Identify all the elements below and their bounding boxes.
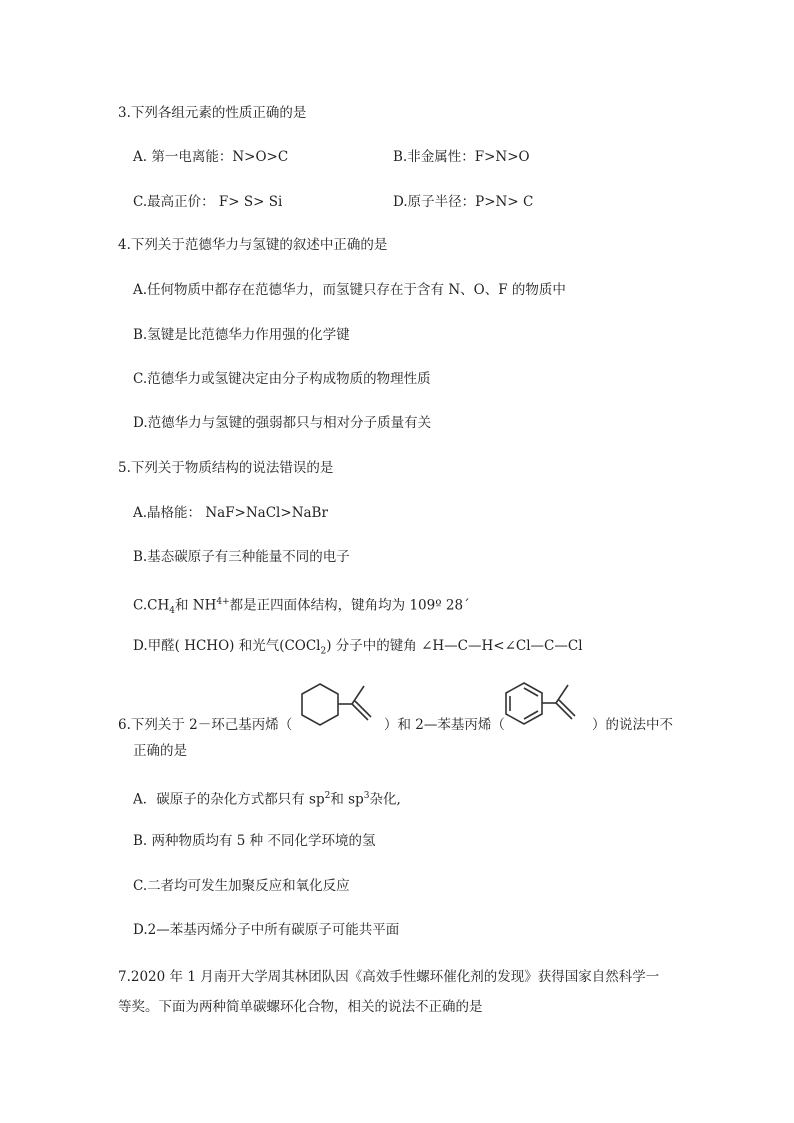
q3-option-b: B.非金属性：F>N>O: [393, 149, 530, 165]
q4-stem: 4.下列关于范德华力与氢键的叙述中正确的是: [118, 237, 388, 253]
q6-stem-part2: ）和 2—苯基丙烯（: [384, 717, 505, 733]
q5-d-text-1: D.甲醛( HCHO) 和光气(COCl: [133, 638, 321, 654]
q5-c-text-1: C.CH: [133, 597, 170, 614]
q6-stem-part1: 6.下列关于 2－环己基丙烯（: [118, 717, 293, 733]
q5-option-b: B.基态碳原子有三种能量不同的电子: [133, 549, 350, 565]
q6-a-sup-1: 2: [324, 791, 331, 801]
phenylpropene-structure: [500, 678, 592, 730]
q3-stem: 3.下列各组元素的性质正确的是: [118, 105, 307, 121]
q5-option-a: A.晶格能： NaF>NaCl>NaBr: [133, 505, 328, 521]
q5-c-sub: 4: [169, 606, 175, 617]
q7-line1: 7.2020 年 1 月南开大学周其林团队因《高效手性螺环催化剂的发现》获得国家自然科学一: [118, 969, 660, 985]
q3-option-a: A. 第一电离能：N>O>C: [133, 149, 289, 165]
cyclohexylpropene-structure: [294, 680, 386, 730]
q4-option-a: A.任何物质中都存在范德华力，而氢键只存在于含有 N、O、F 的物质中: [133, 282, 566, 298]
q4-option-d: D.范德华力与氢键的强弱都只与相对分子质量有关: [133, 415, 432, 431]
q6-stem-line2: 正确的是: [133, 743, 187, 759]
q6-option-c: C.二者均可发生加聚反应和氧化反应: [133, 878, 350, 894]
q3-option-d: D.原子半径：P>N> C: [393, 194, 534, 210]
q6-option-a: [133, 786, 401, 810]
q6-stem-part3: ）的说法中不: [592, 717, 673, 733]
q6-a-sup-2: 3: [363, 791, 370, 801]
q6-a-text-3: 杂化,: [369, 791, 401, 808]
q7-line2: 等奖。下面为两种简单碳螺环化合物，相关的说法不正确的是: [118, 999, 483, 1015]
q6-a-text-1: A．碳原子的杂化方式都只有 sp: [133, 791, 325, 808]
q5-option-d: [133, 636, 583, 662]
q6-option-b: B. 两种物质均有 5 种 不同化学环境的氢: [133, 833, 376, 849]
q3-option-c: C.最高正价： F> S> Si: [133, 194, 283, 210]
q5-c-sup: 4+: [216, 597, 230, 607]
q5-d-sub: 2: [320, 646, 327, 657]
q5-c-text-3: 都是正四面体结构，键角均为 109º 28´: [229, 597, 470, 614]
q6-option-d: D.2—苯基丙烯分子中所有碳原子可能共平面: [133, 922, 400, 938]
q4-option-c: C.范德华力或氢键决定由分子构成物质的物理性质: [133, 371, 431, 387]
q5-option-c: [133, 592, 470, 621]
q5-stem: 5.下列关于物质结构的说法错误的是: [118, 460, 334, 476]
q6-a-text-2: 和 sp: [330, 791, 364, 808]
q5-d-text-2: ) 分子中的键角 ∠H—C—H<∠Cl—C—Cl: [326, 638, 583, 654]
q4-option-b: B.氢键是比范德华力作用强的化学键: [133, 327, 350, 343]
q5-c-text-2: 和 NH: [174, 597, 217, 614]
